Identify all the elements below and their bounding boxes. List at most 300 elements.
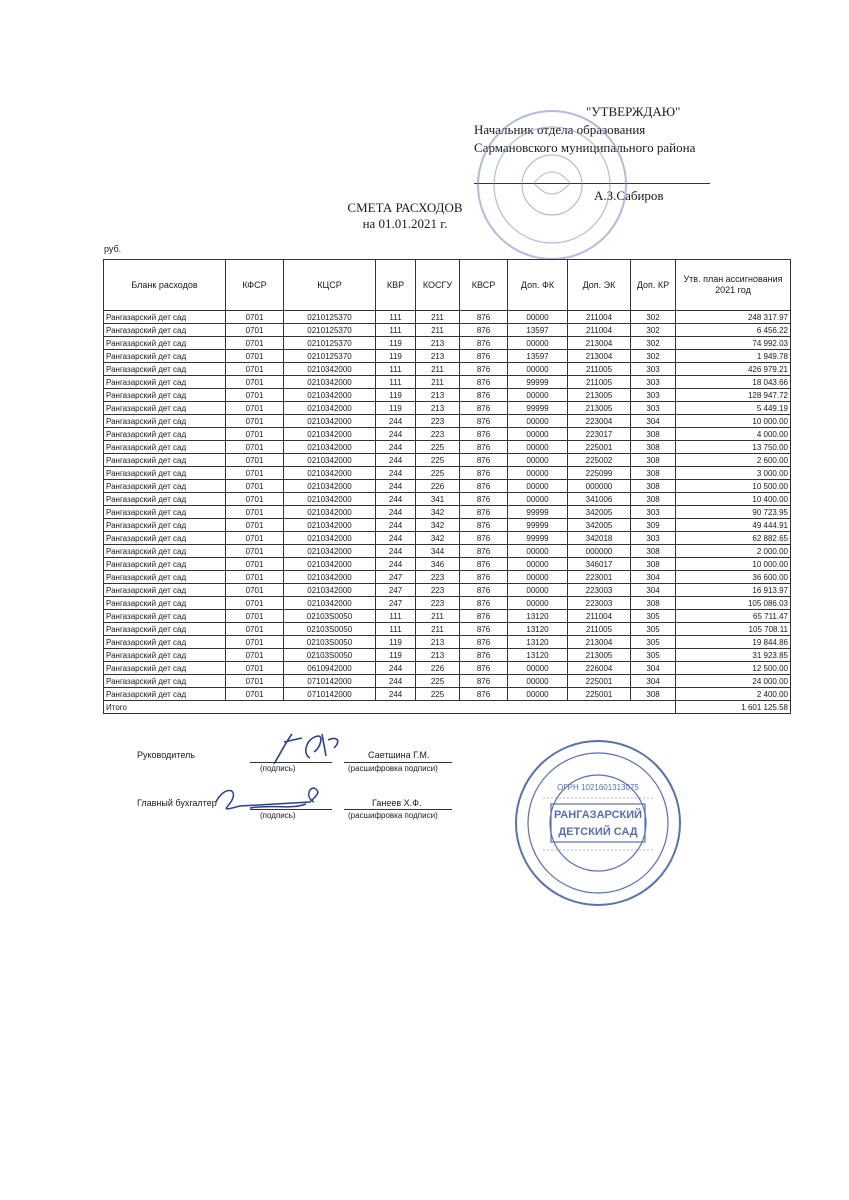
table-cell: 0701: [226, 688, 284, 701]
table-cell: 119: [376, 402, 416, 415]
table-cell: 876: [460, 376, 508, 389]
table-cell: 223: [416, 597, 460, 610]
table-cell: 876: [460, 324, 508, 337]
document-title: [305, 200, 505, 232]
head-decode-caption: (расшифровка подписи): [348, 764, 438, 773]
table-cell: 0701: [226, 571, 284, 584]
table-row: [104, 532, 791, 545]
table-cell: 303: [631, 506, 676, 519]
table-cell: 244: [376, 415, 416, 428]
table-cell: 226004: [568, 662, 631, 675]
table-cell: 0210342000: [284, 506, 376, 519]
table-cell: 244: [376, 480, 416, 493]
table-cell: 309: [631, 519, 676, 532]
table-cell: Рангазарский дет сад: [104, 506, 226, 519]
table-cell: 00000: [508, 558, 568, 571]
table-cell: 244: [376, 532, 416, 545]
table-cell: 111: [376, 623, 416, 636]
table-row: [104, 363, 791, 376]
table-cell: 302: [631, 350, 676, 363]
table-cell: 0701: [226, 506, 284, 519]
table-cell: Рангазарский дет сад: [104, 532, 226, 545]
table-cell: 00000: [508, 454, 568, 467]
approval-name: А.З.Сабиров: [594, 188, 664, 203]
table-cell: Рангазарский дет сад: [104, 389, 226, 402]
table-cell: 876: [460, 493, 508, 506]
table-cell: 0701: [226, 428, 284, 441]
table-cell: 247: [376, 597, 416, 610]
table-cell: Рангазарский дет сад: [104, 337, 226, 350]
table-cell: 119: [376, 636, 416, 649]
column-header: Доп. ЭК: [568, 260, 631, 311]
table-cell: 308: [631, 454, 676, 467]
table-cell: Рангазарский дет сад: [104, 376, 226, 389]
currency-unit: руб.: [104, 244, 122, 254]
table-cell: 0210342000: [284, 454, 376, 467]
table-cell: 49 444.91: [676, 519, 791, 532]
table-cell: 02103S0050: [284, 623, 376, 636]
table-cell: 119: [376, 389, 416, 402]
table-cell: 304: [631, 662, 676, 675]
table-cell: 226: [416, 480, 460, 493]
table-cell: 0210342000: [284, 480, 376, 493]
table-body: [104, 311, 791, 714]
total-row: [104, 701, 791, 714]
table-cell: 244: [376, 545, 416, 558]
table-cell: 111: [376, 376, 416, 389]
table-row: [104, 519, 791, 532]
table-cell: 876: [460, 649, 508, 662]
table-cell: 304: [631, 571, 676, 584]
table-cell: 0701: [226, 675, 284, 688]
approval-position-line2: Сармановского муниципального района: [474, 140, 696, 155]
table-cell: 00000: [508, 493, 568, 506]
table-cell: 000000: [568, 545, 631, 558]
table-cell: Рангазарский дет сад: [104, 467, 226, 480]
table-cell: 24 000.00: [676, 675, 791, 688]
table-cell: 0210342000: [284, 558, 376, 571]
table-cell: 302: [631, 311, 676, 324]
table-cell: 876: [460, 519, 508, 532]
table-row: [104, 324, 791, 337]
column-header: Доп. ФК: [508, 260, 568, 311]
table-cell: 223003: [568, 584, 631, 597]
table-cell: 10 000.00: [676, 558, 791, 571]
table-cell: 341: [416, 493, 460, 506]
table-cell: 244: [376, 662, 416, 675]
table-cell: 226: [416, 662, 460, 675]
table-cell: 00000: [508, 584, 568, 597]
table-cell: 303: [631, 402, 676, 415]
table-cell: 308: [631, 545, 676, 558]
table-row: [104, 402, 791, 415]
column-header: Бланк расходов: [104, 260, 226, 311]
head-decode-line: [344, 762, 452, 763]
table-row: [104, 376, 791, 389]
table-cell: 308: [631, 493, 676, 506]
table-cell: 225002: [568, 454, 631, 467]
table-cell: 342: [416, 519, 460, 532]
table-cell: 876: [460, 558, 508, 571]
table-cell: 2 400.00: [676, 688, 791, 701]
table-cell: 308: [631, 558, 676, 571]
table-cell: 876: [460, 688, 508, 701]
table-cell: 211005: [568, 363, 631, 376]
accountant-sign-caption: (подпись): [260, 811, 296, 820]
table-cell: 0210125370: [284, 350, 376, 363]
table-cell: 0210342000: [284, 597, 376, 610]
table-cell: 223: [416, 415, 460, 428]
table-cell: 211004: [568, 311, 631, 324]
table-cell: 0701: [226, 350, 284, 363]
table-cell: 00000: [508, 415, 568, 428]
table-cell: 426 979.21: [676, 363, 791, 376]
total-label: Итого: [104, 701, 676, 714]
table-cell: Рангазарский дет сад: [104, 584, 226, 597]
table-cell: 302: [631, 337, 676, 350]
table-cell: 244: [376, 441, 416, 454]
table-cell: 0210342000: [284, 493, 376, 506]
table-cell: 0210342000: [284, 428, 376, 441]
table-row: [104, 545, 791, 558]
head-label: Руководитель: [137, 750, 195, 760]
table-cell: 876: [460, 571, 508, 584]
table-cell: Рангазарский дет сад: [104, 519, 226, 532]
table-cell: 13597: [508, 350, 568, 363]
table-cell: 876: [460, 480, 508, 493]
table-cell: 5 449.19: [676, 402, 791, 415]
table-row: [104, 675, 791, 688]
table-cell: 0210342000: [284, 415, 376, 428]
table-cell: Рангазарский дет сад: [104, 428, 226, 441]
table-cell: 308: [631, 480, 676, 493]
table-cell: 0210342000: [284, 389, 376, 402]
table-cell: 0210342000: [284, 467, 376, 480]
table-cell: 211004: [568, 610, 631, 623]
table-row: [104, 428, 791, 441]
table-cell: 223003: [568, 597, 631, 610]
table-cell: 225: [416, 454, 460, 467]
table-cell: 13120: [508, 610, 568, 623]
table-cell: 0701: [226, 337, 284, 350]
table-cell: Рангазарский дет сад: [104, 558, 226, 571]
table-cell: 62 882.65: [676, 532, 791, 545]
table-row: [104, 311, 791, 324]
table-cell: 211: [416, 610, 460, 623]
table-cell: 02103S0050: [284, 636, 376, 649]
table-cell: 0701: [226, 480, 284, 493]
table-cell: 213005: [568, 402, 631, 415]
table-cell: 876: [460, 350, 508, 363]
table-cell: 111: [376, 363, 416, 376]
table-cell: 244: [376, 675, 416, 688]
table-cell: 13120: [508, 623, 568, 636]
column-header: Доп. КР: [631, 260, 676, 311]
table-cell: 308: [631, 428, 676, 441]
table-cell: Рангазарский дет сад: [104, 493, 226, 506]
table-cell: 00000: [508, 662, 568, 675]
table-cell: 119: [376, 649, 416, 662]
table-cell: 211: [416, 376, 460, 389]
table-cell: 2 000.00: [676, 545, 791, 558]
head-handwritten-signature-icon: [262, 728, 352, 768]
table-cell: 90 723.95: [676, 506, 791, 519]
approval-stamp-icon: [472, 105, 632, 265]
table-cell: 0210342000: [284, 584, 376, 597]
table-cell: 876: [460, 584, 508, 597]
column-header: КВСР: [460, 260, 508, 311]
table-cell: 244: [376, 558, 416, 571]
stamp-ogrn: ОГРН 1021601313075: [557, 783, 639, 792]
table-cell: 0701: [226, 324, 284, 337]
table-cell: 308: [631, 467, 676, 480]
table-cell: 0210342000: [284, 376, 376, 389]
table-cell: 247: [376, 571, 416, 584]
table-cell: 0701: [226, 636, 284, 649]
table-cell: 000000: [568, 480, 631, 493]
table-cell: 00000: [508, 311, 568, 324]
table-cell: 0210125370: [284, 337, 376, 350]
table-cell: 876: [460, 428, 508, 441]
table-row: [104, 610, 791, 623]
table-cell: 248 317.97: [676, 311, 791, 324]
table-cell: 303: [631, 532, 676, 545]
table-cell: 244: [376, 428, 416, 441]
approval-heading: "УТВЕРЖДАЮ": [586, 104, 681, 119]
table-cell: 244: [376, 493, 416, 506]
table-cell: 36 600.00: [676, 571, 791, 584]
table-cell: 341006: [568, 493, 631, 506]
table-cell: 213: [416, 636, 460, 649]
table-cell: Рангазарский дет сад: [104, 363, 226, 376]
table-cell: 304: [631, 675, 676, 688]
table-cell: 211: [416, 311, 460, 324]
table-cell: 225001: [568, 675, 631, 688]
table-cell: 213: [416, 649, 460, 662]
table-cell: 876: [460, 506, 508, 519]
table-cell: 0701: [226, 415, 284, 428]
stamp-text-2: ДЕТСКИЙ САД: [558, 826, 638, 838]
table-cell: 308: [631, 441, 676, 454]
table-cell: 00000: [508, 571, 568, 584]
table-cell: 225001: [568, 688, 631, 701]
table-cell: 1 949.78: [676, 350, 791, 363]
table-row: [104, 415, 791, 428]
table-cell: 876: [460, 636, 508, 649]
table-cell: 0210342000: [284, 532, 376, 545]
head-sign-caption: (подпись): [260, 764, 296, 773]
table-cell: 0701: [226, 623, 284, 636]
table-cell: 65 711.47: [676, 610, 791, 623]
table-cell: 876: [460, 623, 508, 636]
table-cell: 344: [416, 545, 460, 558]
table-cell: 876: [460, 467, 508, 480]
table-cell: Рангазарский дет сад: [104, 311, 226, 324]
table-cell: 223: [416, 571, 460, 584]
table-cell: Рангазарский дет сад: [104, 623, 226, 636]
table-row: [104, 584, 791, 597]
table-cell: 305: [631, 636, 676, 649]
table-cell: 0710142000: [284, 688, 376, 701]
table-cell: 213005: [568, 649, 631, 662]
accountant-decode-line: [344, 809, 452, 810]
table-row: [104, 337, 791, 350]
table-cell: 223017: [568, 428, 631, 441]
table-cell: 223004: [568, 415, 631, 428]
table-cell: 0701: [226, 649, 284, 662]
table-row: [104, 558, 791, 571]
table-cell: 0701: [226, 389, 284, 402]
table-cell: 3 000.00: [676, 467, 791, 480]
table-cell: 876: [460, 545, 508, 558]
table-cell: 128 947.72: [676, 389, 791, 402]
table-cell: 0701: [226, 441, 284, 454]
table-cell: 302: [631, 324, 676, 337]
accountant-handwritten-signature-icon: [210, 782, 330, 818]
table-cell: 13597: [508, 324, 568, 337]
table-cell: Рангазарский дет сад: [104, 454, 226, 467]
table-cell: 0701: [226, 376, 284, 389]
table-cell: 211: [416, 623, 460, 636]
table-cell: 308: [631, 688, 676, 701]
table-cell: 00000: [508, 389, 568, 402]
table-cell: 876: [460, 402, 508, 415]
table-cell: 342005: [568, 519, 631, 532]
title-line2: на 01.01.2021 г.: [362, 216, 448, 231]
table-cell: 213004: [568, 636, 631, 649]
column-header: КФСР: [226, 260, 284, 311]
column-header: Утв. план ассигнования 2021 год: [676, 260, 791, 311]
table-row: [104, 571, 791, 584]
accountant-decode-caption: (расшифровка подписи): [348, 811, 438, 820]
table-cell: 244: [376, 688, 416, 701]
table-cell: Рангазарский дет сад: [104, 688, 226, 701]
table-cell: 111: [376, 610, 416, 623]
accountant-label: Главный бухгалтер: [137, 798, 217, 808]
table-cell: 876: [460, 441, 508, 454]
table-cell: 225: [416, 441, 460, 454]
head-name: Саетшина Г.М.: [368, 750, 430, 760]
table-cell: 223: [416, 428, 460, 441]
table-cell: 00000: [508, 597, 568, 610]
table-cell: 02103S0050: [284, 649, 376, 662]
table-cell: Рангазарский дет сад: [104, 402, 226, 415]
table-cell: 105 708.11: [676, 623, 791, 636]
table-cell: 225: [416, 688, 460, 701]
table-cell: 303: [631, 363, 676, 376]
title-line1: СМЕТА РАСХОДОВ: [347, 200, 463, 215]
table-cell: 244: [376, 454, 416, 467]
table-cell: 0210342000: [284, 363, 376, 376]
table-cell: 00000: [508, 441, 568, 454]
table-cell: 876: [460, 454, 508, 467]
table-cell: 211005: [568, 376, 631, 389]
table-cell: 02103S0050: [284, 610, 376, 623]
table-cell: 303: [631, 389, 676, 402]
column-header: КЦСР: [284, 260, 376, 311]
table-cell: 00000: [508, 363, 568, 376]
table-cell: 876: [460, 597, 508, 610]
table-cell: 00000: [508, 467, 568, 480]
table-cell: Рангазарский дет сад: [104, 415, 226, 428]
table-row: [104, 506, 791, 519]
table-cell: 111: [376, 311, 416, 324]
table-cell: 346: [416, 558, 460, 571]
table-row: [104, 454, 791, 467]
table-cell: 223: [416, 584, 460, 597]
table-cell: 0701: [226, 519, 284, 532]
table-cell: 99999: [508, 402, 568, 415]
table-cell: 876: [460, 532, 508, 545]
table-cell: 304: [631, 584, 676, 597]
table-cell: Рангазарский дет сад: [104, 571, 226, 584]
table-cell: 0701: [226, 311, 284, 324]
table-cell: 876: [460, 415, 508, 428]
table-cell: Рангазарский дет сад: [104, 649, 226, 662]
table-cell: 303: [631, 376, 676, 389]
table-row: [104, 623, 791, 636]
table-cell: 99999: [508, 519, 568, 532]
table-cell: Рангазарский дет сад: [104, 610, 226, 623]
table-row: [104, 441, 791, 454]
table-cell: 0701: [226, 402, 284, 415]
table-cell: 876: [460, 662, 508, 675]
table-cell: 244: [376, 519, 416, 532]
table-cell: Рангазарский дет сад: [104, 662, 226, 675]
table-cell: 4 000.00: [676, 428, 791, 441]
table-row: [104, 467, 791, 480]
table-cell: 00000: [508, 337, 568, 350]
table-row: [104, 597, 791, 610]
table-cell: 305: [631, 623, 676, 636]
table-cell: 213004: [568, 350, 631, 363]
table-cell: 0701: [226, 584, 284, 597]
table-cell: 99999: [508, 376, 568, 389]
table-cell: 244: [376, 506, 416, 519]
table-cell: 99999: [508, 532, 568, 545]
table-cell: 13 750.00: [676, 441, 791, 454]
table-cell: 876: [460, 675, 508, 688]
table-cell: Рангазарский дет сад: [104, 545, 226, 558]
table-cell: 31 923.85: [676, 649, 791, 662]
column-header: КВР: [376, 260, 416, 311]
table-cell: 0210125370: [284, 324, 376, 337]
table-cell: 13120: [508, 649, 568, 662]
table-cell: 211: [416, 363, 460, 376]
table-cell: 16 913.97: [676, 584, 791, 597]
table-cell: 213: [416, 337, 460, 350]
table-cell: 346017: [568, 558, 631, 571]
table-cell: 0210342000: [284, 402, 376, 415]
table-cell: 0701: [226, 662, 284, 675]
column-header: КОСГУ: [416, 260, 460, 311]
stamp-text-1: РАНГАЗАРСКИЙ: [553, 809, 643, 821]
table-row: [104, 350, 791, 363]
table-cell: 00000: [508, 675, 568, 688]
table-cell: 10 000.00: [676, 415, 791, 428]
accountant-name: Ганеев Х.Ф.: [372, 798, 422, 808]
total-value: 1 601 125.58: [676, 701, 791, 714]
table-cell: 342: [416, 532, 460, 545]
table-cell: 0701: [226, 493, 284, 506]
table-cell: 211004: [568, 324, 631, 337]
table-cell: 6 456.22: [676, 324, 791, 337]
table-cell: 225: [416, 675, 460, 688]
table-cell: 0701: [226, 597, 284, 610]
approval-position-line1: Начальник отдела образования: [474, 122, 646, 137]
table-row: [104, 493, 791, 506]
table-cell: 119: [376, 350, 416, 363]
